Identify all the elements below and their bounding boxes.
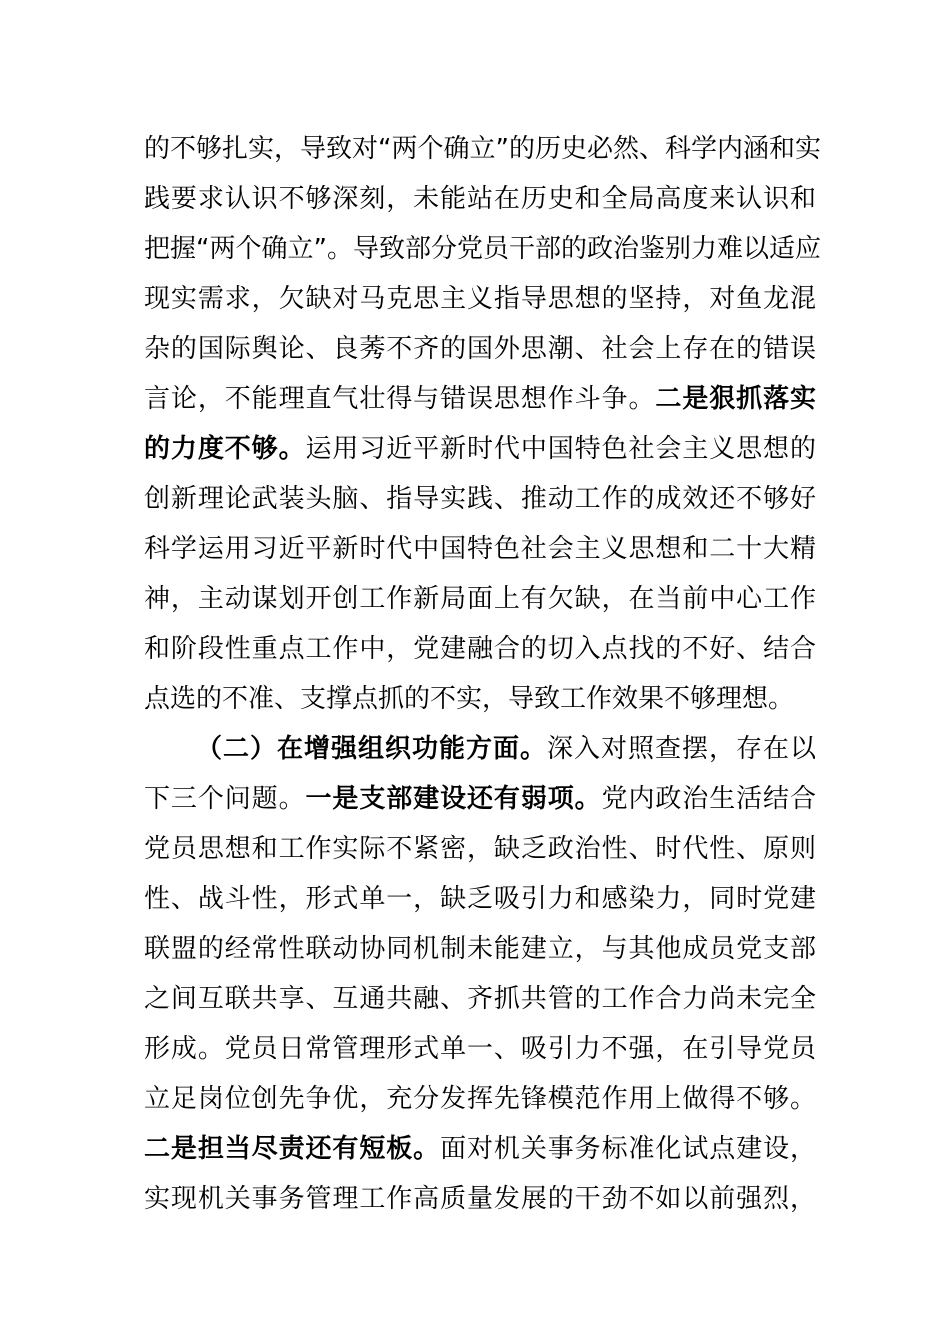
text-line (144, 924, 816, 974)
body-text: 实现机关事务管理工作高质量发展的干劲不如以前强烈， (144, 1184, 816, 1214)
text-line (144, 1024, 816, 1074)
body-text: 和阶段性重点工作中，党建融合的切入点找的不好、结合 (144, 634, 816, 664)
text-line (144, 974, 816, 1024)
body-text: 践要求认识不够深刻，未能站在历史和全局高度来认识和 (144, 184, 816, 214)
text-line (144, 174, 816, 224)
text-line (144, 774, 816, 824)
text-line (144, 324, 816, 374)
body-text: 党员思想和工作实际不紧密，缺乏政治性、时代性、原则 (144, 834, 816, 864)
bold-heading-text: 二是狠抓落实 (655, 384, 816, 414)
text-line (144, 274, 816, 324)
body-text: 的不够扎实，导致对“两个确立”的历史必然、科学内涵和实 (144, 134, 821, 164)
body-text: 把握“两个确立”。导致部分党员干部的政治鉴别力难以适应 (144, 234, 821, 264)
body-text: 党内政治生活结合 (601, 784, 816, 814)
body-text: 运用习近平新时代中国特色社会主义思想的 (305, 434, 816, 464)
body-text: 联盟的经常性联动协同机制未能建立，与其他成员党支部 (144, 934, 816, 964)
body-text: 言论，不能理直气壮得与错误思想作斗争。 (144, 384, 656, 414)
body-text: 现实需求，欠缺对马克思主义指导思想的坚持，对鱼龙混 (144, 284, 816, 314)
body-text: 创新理论武装头脑、指导实践、推动工作的成效还不够好 (144, 484, 816, 514)
body-text: 立足岗位创先争优，充分发挥先锋模范作用上做得不够。 (144, 1084, 816, 1114)
text-line (144, 374, 816, 424)
text-line (144, 1124, 816, 1174)
text-line (144, 224, 821, 274)
text-line (144, 474, 816, 524)
body-text: 面对机关事务标准化试点建设， (440, 1134, 816, 1164)
bold-heading-text: 二是担当尽责还有短板。 (144, 1134, 441, 1164)
bold-heading-text: 一是支部建设还有弱项。 (305, 784, 602, 814)
bold-heading-text: （二）在增强组织功能方面。 (196, 734, 547, 764)
text-line (144, 624, 816, 674)
body-text: 之间互联共享、互通共融、齐抓共管的工作合力尚未完全 (144, 984, 816, 1014)
text-line (144, 424, 816, 474)
text-line (144, 1074, 816, 1124)
text-line (144, 524, 816, 574)
body-text: 点选的不准、支撑点抓的不实，导致工作效果不够理想。 (144, 684, 795, 714)
document-body (144, 124, 821, 1224)
text-line (144, 824, 816, 874)
text-line (144, 1174, 816, 1224)
text-line (144, 124, 821, 174)
body-text: 科学运用习近平新时代中国特色社会主义思想和二十大精 (144, 534, 816, 564)
body-text: 神，主动谋划开创工作新局面上有欠缺，在当前中心工作 (144, 584, 816, 614)
body-text: 下三个问题。 (144, 784, 306, 814)
body-text: 形成。党员日常管理形式单一、吸引力不强，在引导党员 (144, 1034, 816, 1064)
text-line (144, 874, 816, 924)
body-text: 杂的国际舆论、良莠不齐的国外思潮、社会上存在的错误 (144, 334, 816, 364)
text-line (144, 574, 816, 624)
text-line (144, 724, 816, 774)
bold-heading-text: 的力度不够。 (144, 434, 306, 464)
body-text: 性、战斗性，形式单一，缺乏吸引力和感染力，同时党建 (144, 884, 816, 914)
text-line (144, 674, 816, 724)
body-text: 深入对照查摆，存在以 (546, 734, 816, 764)
